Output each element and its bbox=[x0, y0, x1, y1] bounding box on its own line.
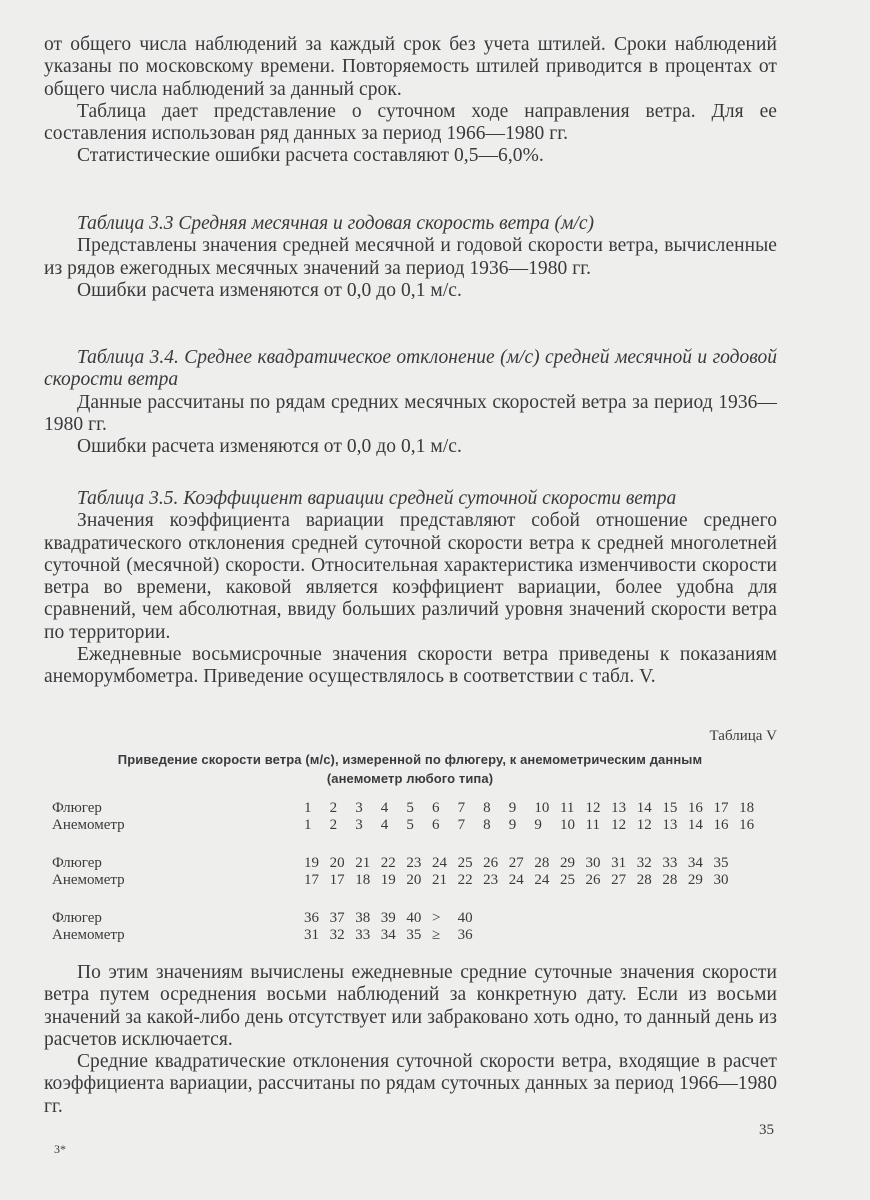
table-cell: 3 bbox=[355, 800, 363, 816]
table-cell: 4 bbox=[380, 817, 389, 833]
table-v-group bbox=[52, 855, 792, 889]
table-cell: 15 bbox=[662, 800, 678, 816]
row-label: Анемометр bbox=[52, 817, 125, 833]
table-cell: 20 bbox=[406, 872, 422, 888]
table-cell: 35 bbox=[713, 855, 729, 871]
table-cell: 24 bbox=[508, 872, 524, 888]
table-cell: 24 bbox=[431, 855, 447, 871]
table-cell: 12 bbox=[611, 817, 627, 833]
section-3-3 bbox=[44, 213, 777, 302]
table-cell: 30 bbox=[713, 872, 729, 888]
table-cell: > bbox=[431, 910, 441, 926]
table-cell: 28 bbox=[662, 872, 678, 888]
table-cell: 13 bbox=[611, 800, 627, 816]
page-number: 35 bbox=[759, 1122, 774, 1138]
table-cell: 31 bbox=[611, 855, 627, 871]
row-values bbox=[304, 855, 739, 872]
table-cell: 17 bbox=[329, 872, 345, 888]
section-3-4-paragraph-2: Ошибки расчета изменяются от 0,0 до 0,1 м/с. bbox=[77, 436, 462, 458]
table-cell: 7 bbox=[457, 800, 466, 816]
table-v-group bbox=[52, 910, 792, 944]
closing-paragraph-2: Средние квадратические отклонения суточной скорости ветра, входящие в расчет коэффициента вариации, рассчитаны по рядам суточных данных за период 1966—1980 гг. bbox=[44, 1051, 777, 1117]
table-cell: 19 bbox=[304, 855, 319, 871]
closing-section bbox=[44, 962, 777, 1118]
table-cell: 32 bbox=[329, 927, 345, 943]
table-cell: 34 bbox=[380, 927, 396, 943]
intro-paragraph-2: Таблица дает представление о суточном ходе направления ветра. Для ее составления использован ряд данных за период 1966—1980 гг. bbox=[44, 100, 777, 145]
section-3-4-paragraph-1: Данные рассчитаны по рядам средних месячных скоростей ветра за период 1936—1980 гг. bbox=[44, 391, 777, 435]
signature-mark: 3* bbox=[54, 1142, 66, 1156]
table-cell: 6 bbox=[431, 817, 440, 833]
table-cell: 17 bbox=[713, 800, 729, 816]
table-row-vane bbox=[52, 855, 792, 872]
table-cell: 38 bbox=[355, 910, 371, 926]
table-cell: 9 bbox=[508, 800, 517, 816]
intro-paragraph-1: от общего числа наблюдений за каждый срок без учета штилей. Сроки наблюдений указаны по московскому времени. Повторяемость штилей приводится в процентах от общего числа наблюдений за данный срок. bbox=[44, 34, 777, 100]
table-cell: 9 bbox=[534, 817, 542, 833]
table-row-anemometer bbox=[52, 927, 792, 944]
row-values bbox=[304, 927, 483, 944]
table-cell: 36 bbox=[457, 927, 473, 943]
section-3-5-paragraph-2: Ежедневные восьмисрочные значения скорости ветра приведены к показаниям анеморумбометра. Приведение осуществлялось в соответствии с табл. V. bbox=[44, 644, 777, 688]
row-label: Анемометр bbox=[52, 927, 125, 943]
table-cell: 30 bbox=[585, 855, 601, 871]
table-cell: 12 bbox=[585, 800, 601, 816]
row-values bbox=[304, 872, 739, 889]
table-cell: 13 bbox=[662, 817, 678, 833]
table-cell: 10 bbox=[559, 817, 575, 833]
row-label: Флюгер bbox=[52, 855, 102, 871]
table-cell: 8 bbox=[483, 817, 491, 833]
intro-paragraph-3: Статистические ошибки расчета составляют 0,5—6,0%. bbox=[77, 145, 544, 167]
table-cell: 25 bbox=[559, 872, 575, 888]
table-cell: 25 bbox=[457, 855, 473, 871]
table-cell: 5 bbox=[406, 800, 414, 816]
table-cell: 32 bbox=[636, 855, 652, 871]
table-cell: 39 bbox=[380, 910, 396, 926]
table-cell: 9 bbox=[508, 817, 517, 833]
table-cell: 16 bbox=[713, 817, 729, 833]
table-cell: 33 bbox=[355, 927, 371, 943]
table-3-5-caption: Таблица 3.5. Коэффициент вариации средней суточной скорости ветра bbox=[77, 488, 677, 509]
table-cell: 40 bbox=[457, 910, 473, 926]
table-cell: 16 bbox=[739, 817, 755, 833]
table-cell: 33 bbox=[662, 855, 678, 871]
row-label: Флюгер bbox=[52, 800, 102, 816]
table-cell: 27 bbox=[508, 855, 524, 871]
table-cell: 37 bbox=[329, 910, 345, 926]
table-cell: 22 bbox=[457, 872, 473, 888]
table-cell: 22 bbox=[380, 855, 396, 871]
table-cell: 7 bbox=[457, 817, 466, 833]
table-cell: 21 bbox=[355, 855, 371, 871]
table-cell: 2 bbox=[329, 817, 338, 833]
table-cell: 40 bbox=[406, 910, 422, 926]
table-cell: 5 bbox=[406, 817, 414, 833]
table-v-title bbox=[30, 750, 790, 788]
table-3-3-caption: Таблица 3.3 Средняя месячная и годовая скорость ветра (м/с) bbox=[77, 213, 594, 234]
row-label: Анемометр bbox=[52, 872, 125, 888]
table-cell: 24 bbox=[534, 872, 550, 888]
table-cell: 20 bbox=[329, 855, 345, 871]
section-3-4 bbox=[44, 347, 777, 458]
section-3-5-paragraph-1: Значения коэффициента вариации представляют собой отношение среднего квадратического отклонения средней суточной скорости ветра к средней многолетней суточной (месячной) скорости. Относительная характеристика изменчивости скорости ветра во времени, каковой является коэффициент вариации, более удобна для сравнений, чем абсолютная, ввиду больших различий уровня значений скорости ветра по территории. bbox=[44, 510, 777, 643]
table-cell: 36 bbox=[304, 910, 319, 926]
table-cell: 18 bbox=[739, 800, 755, 816]
table-cell: 23 bbox=[406, 855, 422, 871]
table-cell: 35 bbox=[406, 927, 422, 943]
table-cell: 19 bbox=[380, 872, 396, 888]
table-cell: 28 bbox=[534, 855, 550, 871]
section-3-5 bbox=[44, 488, 777, 689]
table-cell: 26 bbox=[483, 855, 499, 871]
table-cell: 11 bbox=[585, 817, 600, 833]
table-cell: 16 bbox=[687, 800, 703, 816]
table-row-vane bbox=[52, 800, 792, 817]
table-cell: 27 bbox=[611, 872, 627, 888]
table-v-title-line-1: Приведение скорости ветра (м/с), измеренной по флюгеру, к анемометрическим данным bbox=[117, 752, 703, 767]
table-cell: 18 bbox=[355, 872, 371, 888]
table-row-anemometer bbox=[52, 817, 792, 834]
table-cell: 17 bbox=[304, 872, 319, 888]
table-v-body bbox=[52, 800, 792, 965]
table-cell: 3 bbox=[355, 817, 363, 833]
row-values bbox=[304, 910, 483, 927]
table-cell: 6 bbox=[431, 800, 440, 816]
table-cell: 28 bbox=[636, 872, 652, 888]
table-cell: 12 bbox=[636, 817, 652, 833]
table-cell: ≥ bbox=[431, 927, 441, 943]
section-3-3-paragraph-2: Ошибки расчета изменяются от 0,0 до 0,1 м/с. bbox=[77, 279, 462, 301]
row-label: Флюгер bbox=[52, 910, 102, 926]
table-cell: 26 bbox=[585, 872, 601, 888]
intro-section bbox=[44, 34, 777, 168]
table-cell: 21 bbox=[431, 872, 447, 888]
table-cell: 14 bbox=[636, 800, 652, 816]
closing-paragraph-1: По этим значениям вычислены ежедневные средние суточные значения скорости ветра путем осреднения восьми наблюдений за конкретную дату. Если из восьми значений за какой-либо день отсутствует или забраковано хоть одно, то данный день из расчетов исключается. bbox=[44, 962, 777, 1050]
table-v-title-line-2: (анемометр любого типа) bbox=[326, 771, 494, 786]
table-cell: 8 bbox=[483, 800, 491, 816]
table-cell: 29 bbox=[687, 872, 703, 888]
table-cell: 1 bbox=[304, 817, 312, 833]
table-cell: 2 bbox=[329, 800, 338, 816]
table-cell: 31 bbox=[304, 927, 319, 943]
table-cell: 29 bbox=[559, 855, 575, 871]
table-v-group bbox=[52, 800, 792, 834]
row-values bbox=[304, 817, 765, 834]
table-cell: 10 bbox=[534, 800, 550, 816]
table-cell: 1 bbox=[304, 800, 312, 816]
table-cell: 4 bbox=[380, 800, 389, 816]
table-cell: 14 bbox=[687, 817, 703, 833]
table-v-label: Таблица V bbox=[709, 728, 777, 744]
table-3-4-caption: Таблица 3.4. Среднее квадратическое отклонение (м/с) средней месячной и годовой скорости ветра bbox=[44, 347, 777, 391]
table-row-vane bbox=[52, 910, 792, 927]
table-cell: 34 bbox=[687, 855, 703, 871]
table-row-anemometer bbox=[52, 872, 792, 889]
table-cell: 11 bbox=[559, 800, 575, 816]
table-cell: 23 bbox=[483, 872, 499, 888]
row-values bbox=[304, 800, 765, 817]
section-3-3-paragraph-1: Представлены значения средней месячной и годовой скорости ветра, вычисленные из рядов ежегодных месячных значений за период 1936—1980 гг. bbox=[44, 235, 777, 279]
